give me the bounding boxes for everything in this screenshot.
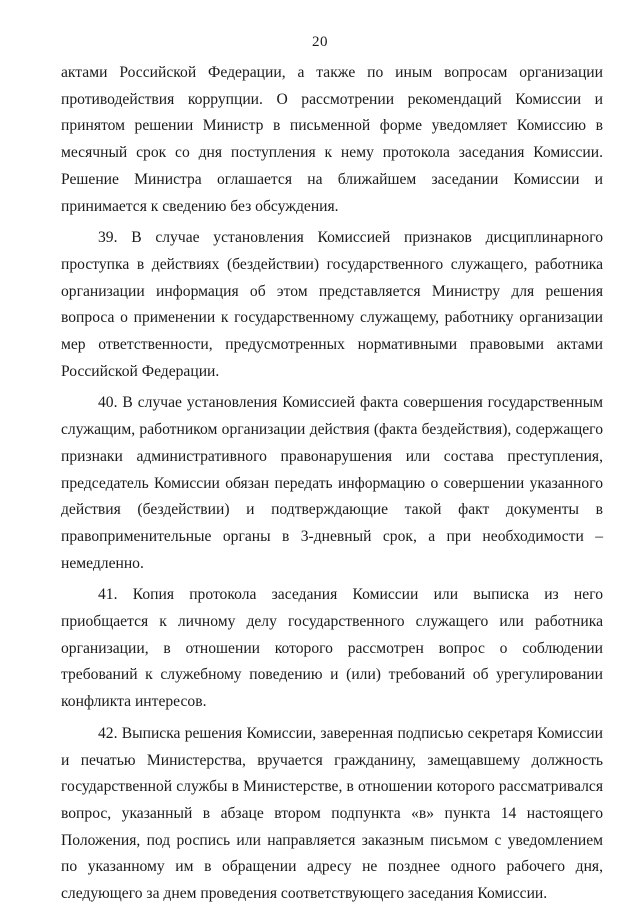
- paragraph-41: 41. Копия протокола заседания Комиссии или выписка из него приобщается к личному делу государственного служащего или работника организации, в отношении которого рассмотрен вопрос о соблюдении требований к служебному поведению и (или) требований об урегулировании конфликта интересов.: [61, 586, 603, 711]
- paragraph-42: 42. Выписка решения Комиссии, заверенная подписью секретаря Комиссии и печатью Министерства, вручается гражданину, замещавшему должность государственной службы в Министерстве, в отношении которого рассматривался вопрос, указанный в абзаце втором подпункта «в» пункта 14 настоящего Положения, под роспись или направляется заказным письмом с уведомлением по указанному им в обращении адресу не позднее одного рабочего дня, следующего за днем проведения соответствующего заседания Комиссии.: [61, 724, 603, 903]
- paragraph-39: 39. В случае установления Комиссией признаков дисциплинарного проступка в действиях (бездействии) государственного служащего, работника организации информация об этом представляется Министру для решения вопроса о применении к государственному служащему, работнику организации мер ответственности, предусмотренных нормативными правовыми актами Российской Федерации.: [61, 229, 603, 380]
- paragraph-40: 40. В случае установления Комиссией факта совершения государственным служащим, работником организации действия (факта бездействия), содержащего признаки административного правонарушения или состава преступления, председатель Комиссии обязан передать информацию о совершении указанного действия (бездействии) и подтверждающие такой факт документы в правоприменительные органы в 3-дневный срок, а при необходимости – немедленно.: [61, 394, 603, 572]
- document-body: [61, 60, 603, 908]
- paragraph-continuation: актами Российской Федерации, а также по иным вопросам организации противодействия коррупции. О рассмотрении рекомендаций Комиссии и принятом решении Министр в письменной форме уведомляет Комиссию в месячный срок со дня поступления к нему протокола заседания Комиссии. Решение Министра оглашается на ближайшем заседании Комиссии и принимается к сведению без обсуждения.: [61, 64, 603, 215]
- page-number: 20: [312, 34, 328, 50]
